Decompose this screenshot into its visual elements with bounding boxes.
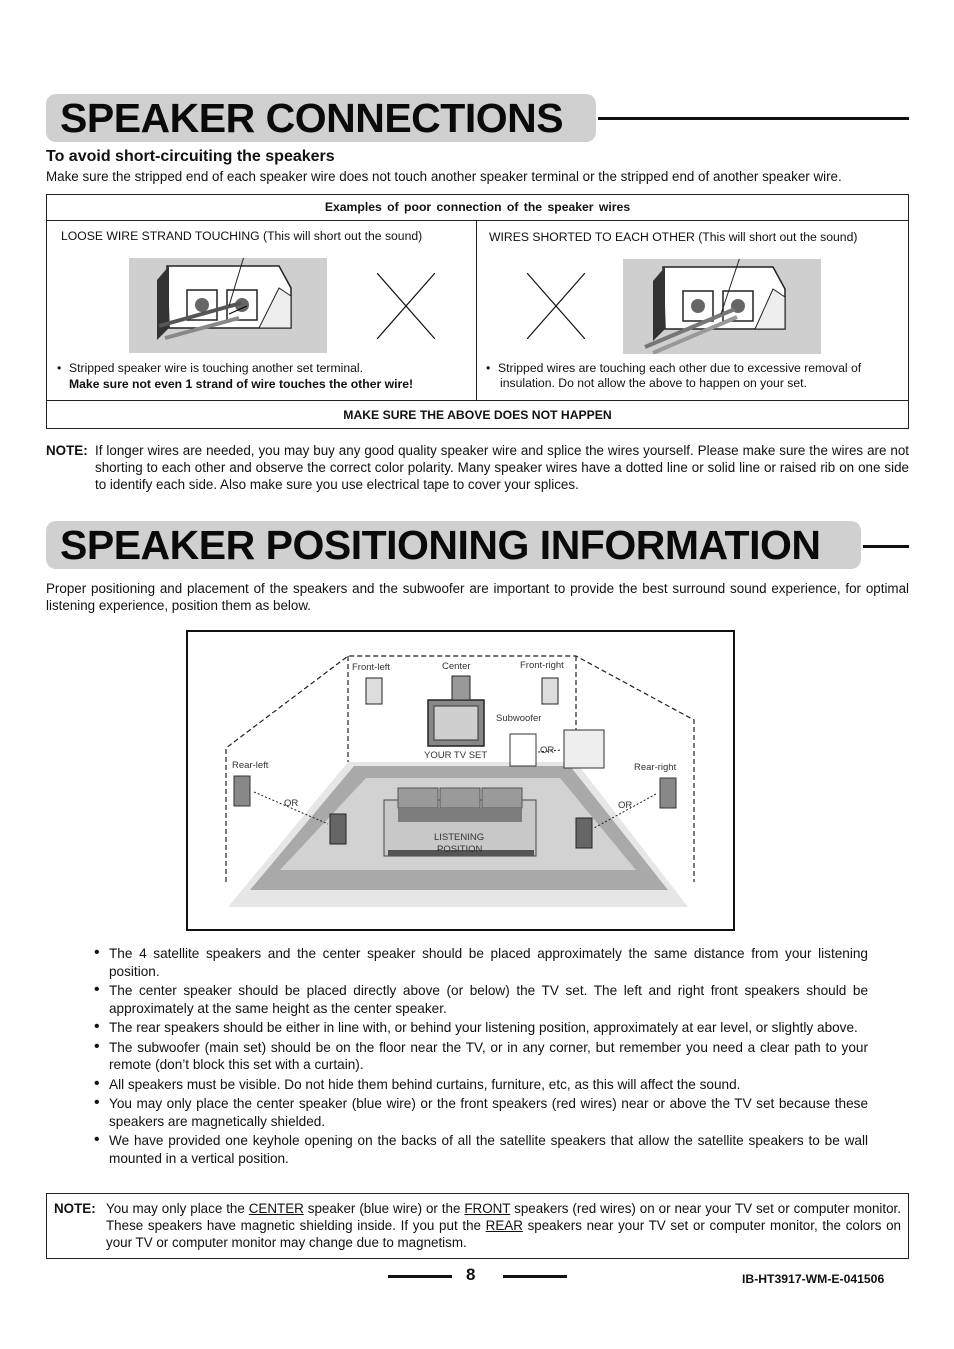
label-front-left: Front-left — [352, 662, 391, 673]
positioning-bullets — [109, 945, 868, 1169]
right-caption: WIRES SHORTED TO EACH OTHER (This will short out the sound) — [489, 230, 858, 244]
list-item: • All speakers must be visible. Do not hide them behind curtains, furniture, etc, as this will affect the sound. — [109, 1076, 868, 1094]
label-subwoofer: Subwoofer — [496, 713, 542, 724]
list-item: • We have provided one keyhole opening on the backs of all the satellite speakers that allow the satellite speakers to be wall mounted in a vertical position. — [109, 1132, 868, 1167]
list-item: • The subwoofer (main set) should be on the floor near the TV, or in any corner, but remember you need a clear path to your remote (don’t block this set with a curtain). — [109, 1039, 868, 1074]
room-floor-plan — [188, 632, 733, 929]
speaker-layout-diagram — [186, 630, 735, 931]
connections-intro: Make sure the stripped end of each speaker wire does not touch another speaker terminal or the stripped end of another speaker wire. — [46, 169, 842, 184]
magnetic-note-text: You may only place the CENTER speaker (blue wire) or the FRONT speakers (red wires) on or near your TV set or computer monitor. These speakers have magnetic shielding inside. If you put the REAR speakers near your TV set or computer monitor, the colors on your TV or computer monitor may change due to magnetism. — [106, 1201, 901, 1250]
table-header: Examples of poor connection of the speaker wires — [47, 195, 908, 221]
positioning-intro: Proper positioning and placement of the speakers and the subwoofer are important to provide the best surround sound experience, for optimal listening experience, position them as below. — [46, 581, 909, 613]
table-divider — [476, 220, 477, 400]
label-or: OR — [540, 745, 555, 756]
label-front-right: Front-right — [520, 660, 564, 671]
title-rule — [598, 117, 909, 120]
magnetic-note-box — [46, 1193, 909, 1259]
note-text: If longer wires are needed, you may buy any good quality speaker wire and splice the wires yourself. Please make sure the wires are not shorting to each other and observe the correct color polarity. Many speaker wires have a dotted line or solid line or raised rib on one side to identify each side. Also make sure you use electrical tape to cover your splices. — [95, 443, 909, 492]
title-rule — [863, 545, 909, 548]
footer-rule-left — [388, 1275, 452, 1278]
list-item: • The 4 satellite speakers and the center speaker should be placed approximately the same distance from your listening position. — [109, 945, 868, 980]
label-or: OR — [618, 800, 633, 811]
table-footer: MAKE SURE THE ABOVE DOES NOT HAPPEN — [47, 400, 908, 429]
positioning-title: SPEAKER POSITIONING INFORMATION — [46, 521, 861, 569]
label-tv: YOUR TV SET — [424, 750, 488, 761]
left-note: • Stripped speaker wire is touching another set terminal. Make sure not even 1 strand of wire touches the other wire! — [57, 361, 414, 391]
list-item: • The center speaker should be placed directly above (or below) the TV set. The left and right front speakers should be approximately at the same height as the center speaker. — [109, 982, 868, 1017]
right-note: • Stripped wires are touching each other due to excessive removal of insulation. Do not allow the above to happen on your set. — [486, 361, 862, 390]
connections-title: SPEAKER CONNECTIONS — [46, 94, 596, 142]
list-item: • The rear speakers should be either in line with, or behind your listening position, approximately at ear level, or slightly above. — [109, 1019, 868, 1037]
footer-rule-right — [503, 1275, 567, 1278]
page-number: 8 — [466, 1265, 476, 1284]
label-or: OR — [284, 798, 299, 809]
x-mark-icon — [527, 273, 585, 339]
note-label: NOTE: — [46, 443, 88, 458]
label-position: POSITION — [437, 844, 483, 855]
left-caption: LOOSE WIRE STRAND TOUCHING (This will short out the sound) — [61, 229, 423, 243]
poor-connection-table — [46, 194, 909, 429]
x-mark-icon — [377, 273, 435, 339]
label-rear-right: Rear-right — [634, 762, 677, 773]
shorted-wires-illustration — [623, 259, 821, 354]
list-item: • You may only place the center speaker (blue wire) or the front speakers (red wires) near or above the TV set because these speakers are magnetically shielded. — [109, 1095, 868, 1130]
loose-strand-illustration — [129, 258, 327, 353]
document-code: IB-HT3917-WM-E-041506 — [742, 1272, 885, 1286]
connections-subtitle: To avoid short-circuiting the speakers — [46, 148, 335, 165]
note-label: NOTE: — [54, 1201, 96, 1216]
label-rear-left: Rear-left — [232, 760, 269, 771]
label-center: Center — [442, 661, 471, 672]
label-listening: LISTENING — [434, 832, 485, 843]
